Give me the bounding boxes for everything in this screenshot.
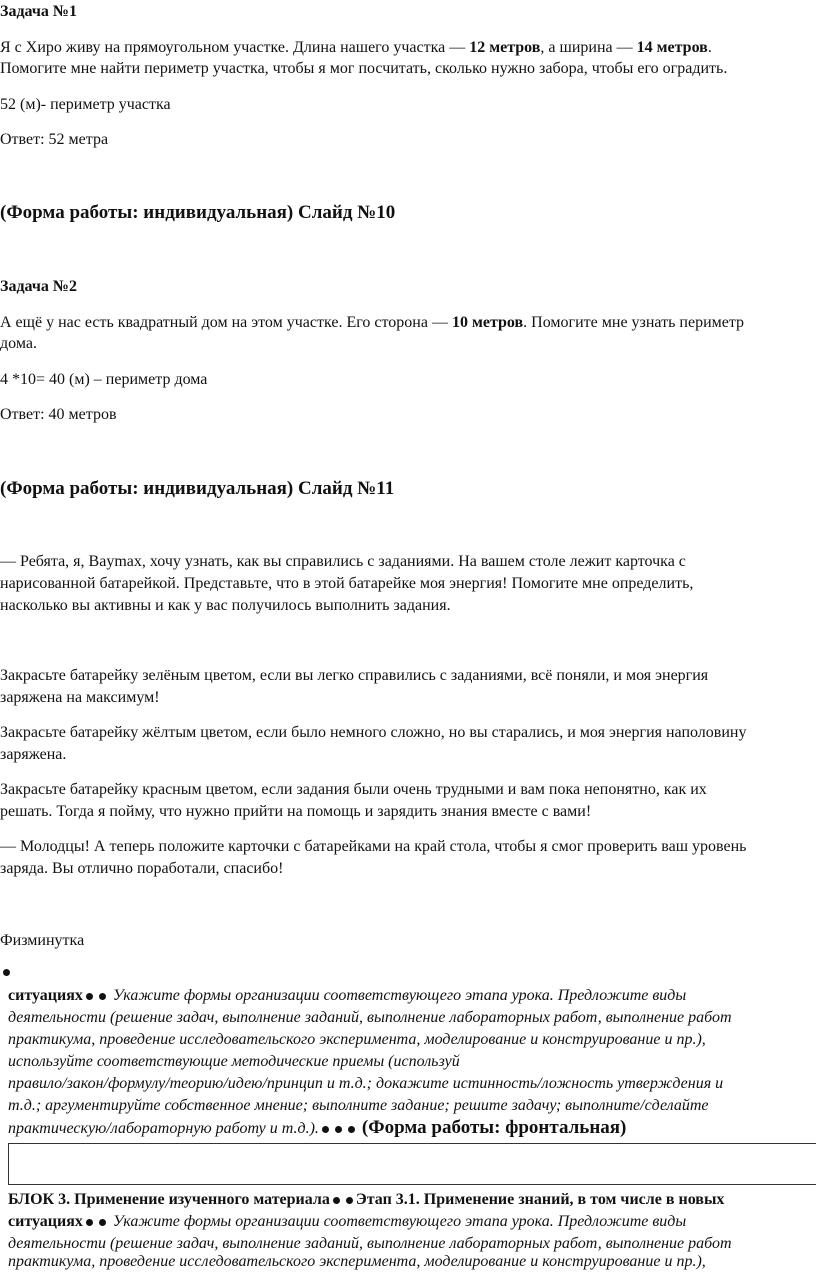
block3-stage: Этап 3.1. Применение знаний, в том числе в новых xyxy=(355,1191,725,1208)
block3-line3 xyxy=(8,1234,732,1254)
task2-answer: Ответ: 40 метров xyxy=(0,406,117,423)
baymax-line2: нарисованной батарейкой. Представьте, что в этой батарейке моя энергия! Помогите мне определить, xyxy=(0,575,694,592)
block3-title: БЛОК 3. Применение изученного материала xyxy=(8,1191,330,1208)
block-a-line6 xyxy=(8,1096,708,1116)
block3-italic: практикума, проведение исследовательского эксперимента, моделирование и конструирование и пр.), xyxy=(8,1253,706,1270)
block3-bold: ситуациях xyxy=(8,1213,83,1230)
baymax-line3: насколько вы активны и как у вас получилось выполнить задания. xyxy=(0,597,451,614)
block-a-line7 xyxy=(8,1118,626,1139)
slide10-heading: (Форма работы: индивидуальная) Слайд №10 xyxy=(0,202,396,223)
fizminutka-label: Физминутка xyxy=(0,932,85,949)
task2-solution: 4 *10= 40 (м) – периметр дома xyxy=(0,371,208,388)
red-line2: решать. Тогда я пойму, что нужно прийти на помощь и зарядить знания вместе с вами! xyxy=(0,803,592,820)
task2-text-part: . Помогите мне узнать периметр xyxy=(523,314,745,331)
task1-width: 14 метров xyxy=(636,39,708,56)
bullet-icon xyxy=(86,993,93,1000)
block-a-line1 xyxy=(8,986,686,1006)
task1-text-part: Я с Хиро живу на прямоугольном участке. Длина нашего участка — xyxy=(0,39,470,56)
block-a-bold: ситуациях xyxy=(8,987,83,1004)
bullet-icon xyxy=(99,993,106,1000)
bullet-icon xyxy=(346,1197,353,1204)
task2-title: Задача №2 xyxy=(0,278,77,295)
bullet-icon xyxy=(99,1219,106,1226)
frontal-form-label: (Форма работы: фронтальная) xyxy=(361,1117,627,1138)
task1-text-line2: Помогите мне найти периметр участка, чтобы я мог посчитать, сколько нужно забора, чтобы его оградить. xyxy=(0,60,728,77)
finish-line2: заряда. Вы отлично поработали, спасибо! xyxy=(0,860,284,877)
block-a-italic: практикума, проведение исследовательского эксперимента, моделирование и конструирование и пр.), xyxy=(8,1031,706,1048)
task1-length: 12 метров xyxy=(469,39,541,56)
task2-text-part: А ещё у нас есть квадратный дом на этом участке. Его сторона — xyxy=(0,314,452,331)
block-a-italic: правило/закон/формулу/теорию/идею/принцип и т.д.; докажите истинность/ложность утверждения и xyxy=(8,1075,724,1092)
task2-side: 10 метров xyxy=(451,314,524,331)
block3-italic: деятельности (решение задач, выполнение заданий, выполнение лабораторных работ, выполнение работ xyxy=(8,1235,732,1252)
bullet-line xyxy=(0,962,13,982)
bullet-icon xyxy=(86,1219,93,1226)
bullet-icon xyxy=(335,1126,342,1133)
block-a-italic: используйте соответствующие методические приемы (используй xyxy=(8,1053,460,1070)
yellow-line1: Закрасьте батарейку жёлтым цветом, если было немного сложно, но вы старались, и моя энергия наполовину xyxy=(0,724,747,741)
task1-text-part: , а ширина — xyxy=(540,39,637,56)
block3-line4 xyxy=(8,1252,706,1272)
block-a-line3 xyxy=(8,1030,706,1050)
block3-italic: Укажите формы организации соответствующего этапа урока. Предложите виды xyxy=(108,1213,687,1230)
block-a-line5 xyxy=(8,1074,723,1094)
task2-text-line2: дома. xyxy=(0,335,37,352)
task1-text-line1 xyxy=(0,38,712,58)
bullet-icon xyxy=(322,1126,329,1133)
task2-text-line1 xyxy=(0,313,744,333)
block-a-italic: Укажите формы организации соответствующего этапа урока. Предложите виды xyxy=(108,987,687,1004)
green-line2: заряжена на максимум! xyxy=(0,689,160,706)
empty-table-cell xyxy=(8,1143,816,1185)
green-line1: Закрасьте батарейку зелёным цветом, если вы легко справились с заданиями, всё поняли, и моя энергия xyxy=(0,667,709,684)
baymax-line1: — Ребята, я, Baymax, хочу узнать, как вы справились с заданиями. На вашем столе лежит карточка с xyxy=(0,553,686,570)
task1-answer: Ответ: 52 метра xyxy=(0,131,109,148)
block-a-line4 xyxy=(8,1052,460,1072)
bullet-icon xyxy=(333,1197,340,1204)
red-line1: Закрасьте батарейку красным цветом, если задания были очень трудными и вам пока непонятно, как их xyxy=(0,781,707,798)
block-a-italic: деятельности (решение задач, выполнение заданий, выполнение лабораторных работ, выполнение работ xyxy=(8,1009,732,1026)
block3-line1 xyxy=(8,1190,724,1210)
task1-title: Задача №1 xyxy=(0,3,77,20)
bullet-icon xyxy=(3,969,10,976)
block3-line2 xyxy=(8,1212,686,1232)
bullet-icon xyxy=(348,1126,355,1133)
task1-solution: 52 (м)- периметр участка xyxy=(0,96,171,113)
yellow-line2: заряжена. xyxy=(0,746,67,763)
block-a-line2 xyxy=(8,1008,732,1028)
task1-text-part: . xyxy=(707,39,712,56)
finish-line1: — Молодцы! А теперь положите карточки с батарейками на край стола, чтобы я смог проверить ваш уровень xyxy=(0,838,747,855)
block-a-italic: практическую/лабораторную работу и т.д.). xyxy=(8,1120,319,1137)
slide11-heading: (Форма работы: индивидуальная) Слайд №11 xyxy=(0,478,395,499)
block-a-italic: т.д.; аргументируйте собственное мнение; выполните задание; решите задачу; выполните/сделайте xyxy=(8,1097,709,1114)
